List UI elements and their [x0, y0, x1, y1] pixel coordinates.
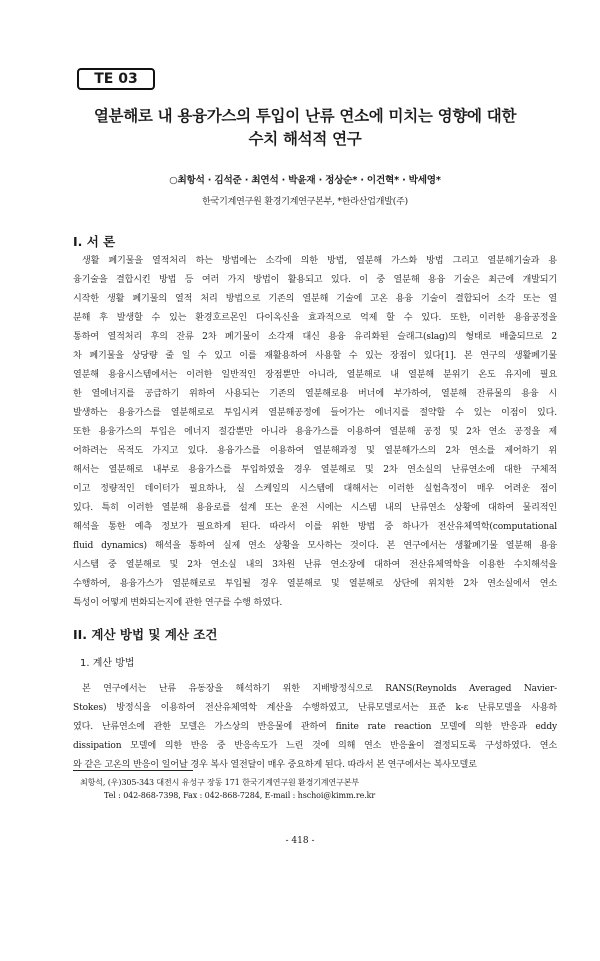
text-line: 융기술을 결합시킨 방법 등 여러 가지 방법이 활용되고 있다. 이 중 열분해 용융 기술은 최근에 개발되기	[73, 275, 557, 285]
text-line: 와 같은 고온의 반응이 일어날 경우 복사 열전달이 매우 중요하게 된다. 따라서 본 연구에서는 복사모델로	[73, 760, 477, 770]
text-line: 특성이 어떻게 변화되는지에 관한 연구를 수행 하였다.	[73, 598, 283, 608]
text-line: 본 연구에서는 난류 유동장을 해석하기 위한 지배방정식으로 RANS(Reynolds Averaged Navier-	[82, 684, 557, 694]
introduction-paragraph	[73, 252, 557, 613]
text-line: dissipation 모델에 의한 반응 중 반응속도가 느린 것에 의해 연소 반응율이 결정되도록 구성하였다. 연소	[73, 741, 557, 751]
text-line: 시스템 중 열분해로 및 2차 연소실 내의 3차원 난류 연소장에 대하여 전산유체역학을 이용한 수치해석을	[73, 560, 557, 570]
method-paragraph	[73, 680, 557, 775]
page-number: - 418 -	[285, 836, 315, 846]
text-line: 통하여 열적처리 후의 잔류 2차 폐기물이 소각재 대신 용융 유리화된 슬래그(slag)의 형태로 배출되므로 2	[73, 332, 557, 342]
text-line: 생활 폐기물을 열적처리 하는 방법에는 소각에 의한 방법, 열분해 가스화 방법 그리고 열분해기술과 용	[82, 256, 557, 266]
text-line: 해서는 열분해로 내부로 용융가스를 투입하였을 경우 열분해로 및 2차 연소실의 난류연소에 대한 구체적	[73, 465, 557, 475]
text-line: 발생하는 용융가스를 열분해로로 투입시켜 열분해공정에 들어가는 에너지를 절약할 수 있는 이점이 있다.	[73, 408, 557, 418]
text-line: fluid dynamics) 해석을 통하여 실제 연소 상황을 모사하는 것이다. 본 연구에서는 생활폐기물 열분해 용융	[73, 541, 557, 551]
text-line: 어하려는 목적도 가지고 있다. 용융가스를 이용하여 열분해과정 및 열분해가스의 2차 연소를 제어하기 위	[73, 446, 557, 456]
paper-title-line-2: 수치 해석적 연구	[248, 130, 362, 148]
section-heading-method: II. 계산 방법 및 계산 조건	[73, 627, 218, 642]
footnote-address: 최항석, (우)305-343 대전시 유성구 장동 171 한국기계연구원 환경기계연구본부	[80, 778, 360, 787]
session-badge: TE 03	[77, 68, 155, 90]
affiliation: 한국기계연구원 환경기계연구본부, *한라산업개발(주)	[202, 197, 408, 207]
subsection-heading-calc-method: 1. 계산 방법	[80, 658, 135, 669]
text-line: 시작한 생활 폐기물의 열적 처리 방법으로 기존의 열분해 기술에 고온 용융 기술이 결합되어 소각 또는 열	[73, 294, 557, 304]
text-line: 분해 후 발생할 수 있는 환경호르몬인 다이옥신을 효과적으로 억제 할 수 있다. 또한, 이러한 용융공정을	[73, 313, 557, 323]
section-heading-introduction: I. 서 론	[73, 234, 116, 249]
footnote-contact: Tel : 042-868-7398, Fax : 042-868-7284, E-mail : hschoi@kimm.re.kr	[104, 791, 376, 800]
author-list: ○최항석 · 김석준 · 최연석 · 박윤재 · 정상순* · 이건혁* · 박세영*	[169, 175, 441, 186]
text-line: 열분해 용융시스템에서는 이러한 일반적인 장점뿐만 아니라, 열분해로 내 열분해 분위기 온도 유지에 필요	[73, 370, 557, 380]
text-line: 였다. 난류연소에 관한 모델은 가스상의 반응물에 관하여 finite rate reaction 모델에 의한 반응과 eddy	[73, 722, 557, 732]
paper-title-line-1: 열분해로 내 용융가스의 투입이 난류 연소에 미치는 영향에 대한	[93, 107, 517, 125]
text-line: 이고 정량적인 데이터가 필요하나, 실 스케일의 시스템에 대해서는 이러한 실험측정이 매우 어려운 점이	[73, 484, 557, 494]
text-line: Stokes) 방정식을 이용하여 전산유체역학 계산을 수행하였고, 난류모델로서는 표준 k-ε 난류모델을 사용하	[73, 703, 557, 713]
text-line: 있다. 특히 이러한 열분해 용융로를 설계 또는 운전 시에는 시스템 내의 난류연소 상황에 대하여 물리적인	[73, 503, 557, 513]
text-line: 한 열에너지를 공급하기 위하여 사용되는 기존의 열분해로용 버너에 부가하여, 열분해 잔류물의 용융 시	[73, 389, 557, 399]
text-line: 차 폐기물을 상당량 줄 일 수 있고 이를 재활용하여 사용할 수 있는 장점이 있다[1]. 본 연구의 생활폐기물	[73, 351, 557, 361]
text-line: 해석을 통한 예측 정보가 필요하게 된다. 따라서 이를 위한 방법 중 하나가 전산유체역학(computational	[73, 522, 557, 532]
text-line: 또한 용융가스의 투입은 에너지 절감뿐만 아니라 용융가스를 이용하여 열분해 공정 및 2차 연소 공정을 제	[73, 427, 557, 437]
text-line: 수행하여, 용융가스가 열분해로로 투입될 경우 열분해로 및 열분해로 상단에 위치한 2차 연소실에서 연소	[73, 579, 557, 589]
footnote-divider	[73, 770, 193, 771]
